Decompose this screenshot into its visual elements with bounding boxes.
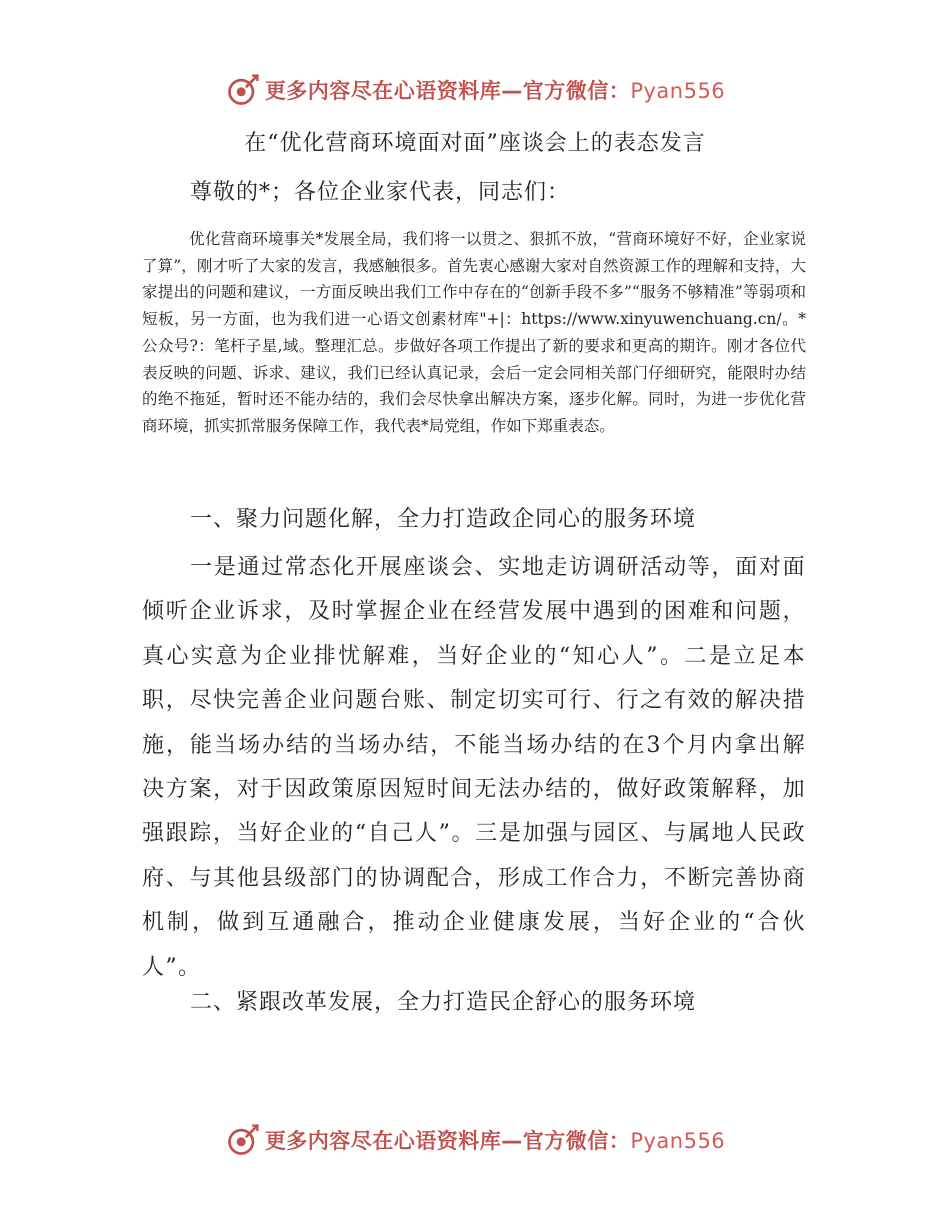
watermark-text: 更多内容尽在心语资料库—官方微信：Pyan556 [264, 79, 726, 103]
watermark-text: 更多内容尽在心语资料库—官方微信：Pyan556 [264, 1129, 726, 1153]
document-title: 在“优化营商环境面对面”座谈会上的表态发言 [244, 131, 706, 156]
brand-logo-icon [225, 1122, 261, 1158]
watermark-account: Pyan556 [630, 79, 726, 103]
watermark-account: Pyan556 [630, 1129, 726, 1153]
salutation: 尊敬的*；各位企业家代表，同志们： [190, 180, 571, 205]
intro-paragraph: 优化营商环境事关*发展全局，我们将一以贯之、狠抓不放，“营商环境好不好，企业家说了算”，刚才听了大家的发言，我感触很多。首先衷心感谢大家对自然资源工作的理解和支持，大家提出的问题和建议，一方面反映出我们工作中存在的“创新手段不多”“服务不够精准”等弱项和短板，另一方面，也为我们进一心语文创素材库"+|：https://www.xinyuwenchuang.cn/。*公众号?：笔杆子星,域。整理汇总。步做好各项工作提出了新的要求和更高的期许。刚才各位代表反映的问题、诉求、建议，我们已经认真记录，会后一定会同相关部门仔细研究，能限时办结的绝不拖延，暂时还不能办结的，我们会尽快拿出解决方案，逐步化解。同时，为进一步优化营商环境，抓实抓常服务保障工作，我代表*局党组，作如下郑重表态。 [142, 230, 806, 435]
section-1-heading: 一、聚力问题化解，全力打造政企同心的服务环境 [190, 507, 697, 532]
brand-logo-icon [225, 72, 261, 108]
footer-watermark [0, 1120, 950, 1160]
header-watermark [0, 70, 950, 110]
section-1-body: 一是通过常态化开展座谈会、实地走访调研活动等，面对面倾听企业诉求，及时掌握企业在经营发展中遇到的困难和问题，真心实意为企业排忧解难，当好企业的“知心人”。二是立足本职，尽快完善企业问题台账、制定切实可行、行之有效的解决措施，能当场办结的当场办结，不能当场办结的在3个月内拿出解决方案，对于因政策原因短时间无法办结的，做好政策解释，加强跟踪，当好企业的“自己人”。三是加强与园区、与属地人民政府、与其他县级部门的协调配合，形成工作合力，不断完善协商机制，做到互通融合，推动企业健康发展，当好企业的“合伙人”。 [142, 555, 806, 980]
section-2-heading: 二、紧跟改革发展，全力打造民企舒心的服务环境 [190, 990, 697, 1015]
